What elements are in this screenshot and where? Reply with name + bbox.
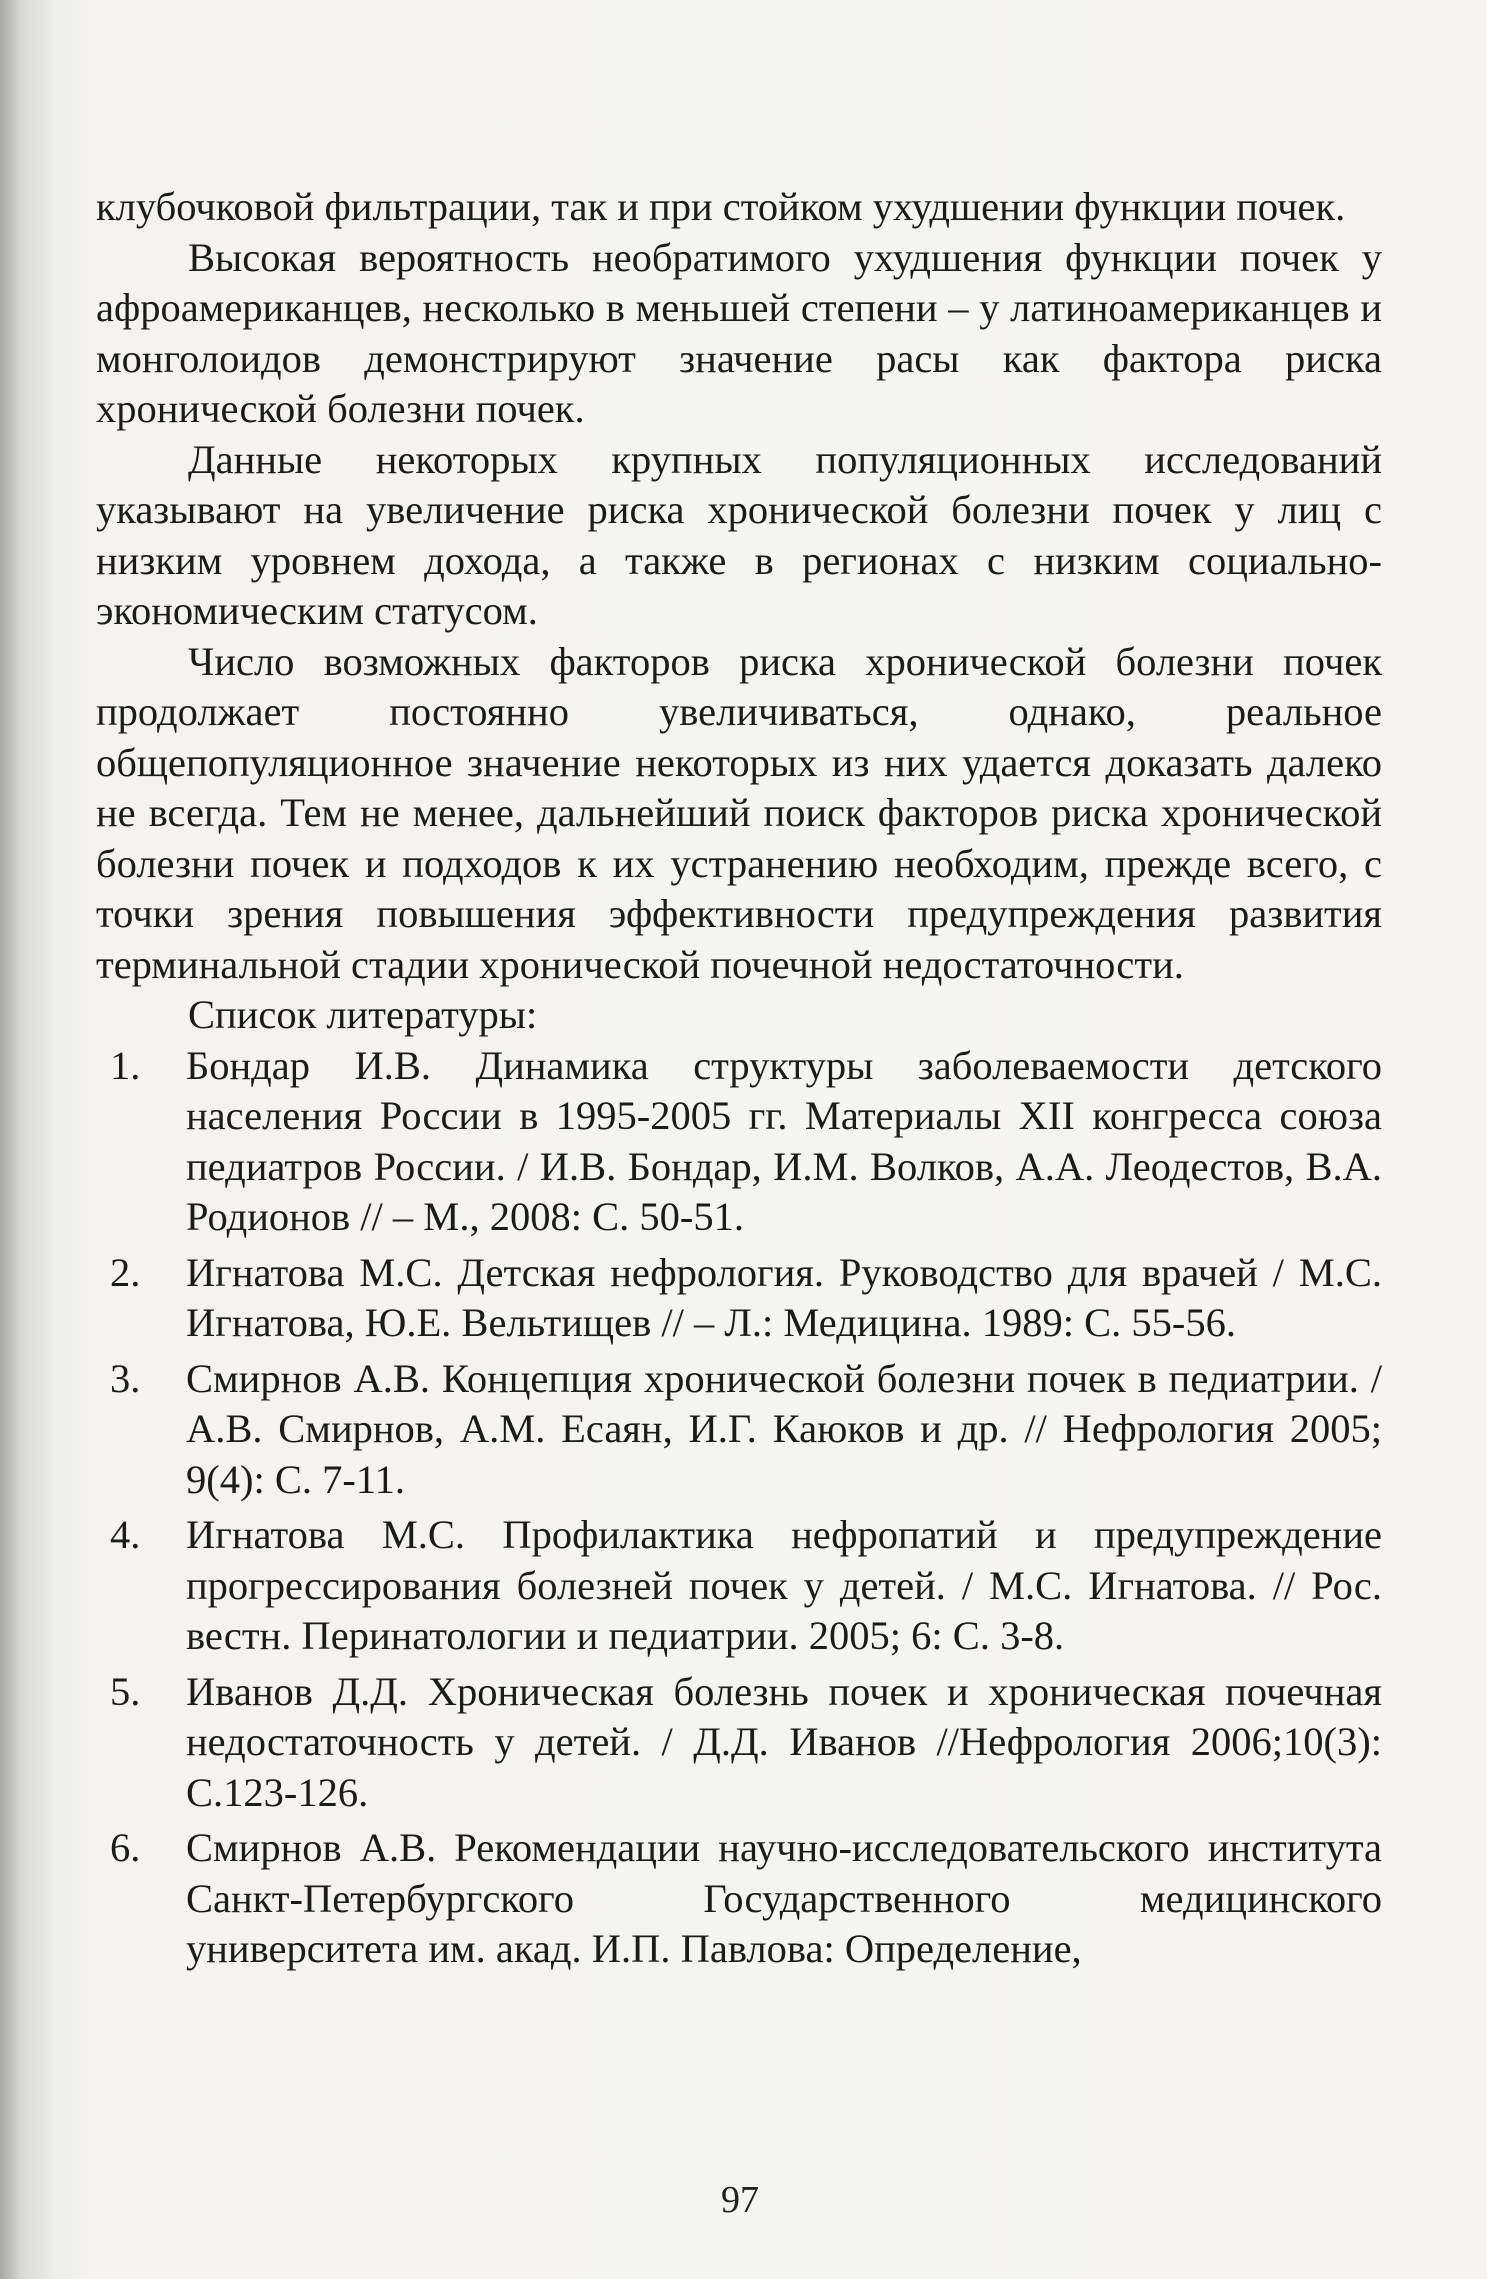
paragraph-continued: клубочковой фильтрации, так и при стойком ухудшении функции почек. [96, 184, 1346, 229]
page-number: 97 [721, 2179, 759, 2221]
reference-number: 1. [110, 1042, 141, 1088]
reference-text: Бондар И.В. Динамика структуры заболеваемости детского населения России в 1995-2005 гг. Материалы XII конгресса союза педиатров России. / И.В. Бондар, И.М. Волков, А.А. Леодестов, В.А. Родионов // – М., 2008: С. 50-51. [186, 1042, 1382, 1239]
paragraph-race-risk: Высокая вероятность необратимого ухудшения функции почек у афроамериканцев, несколько в меньшей степени – у латиноамериканцев и монголоидов демонстрируют значение расы как фактора риска хронической болезни почек. [96, 234, 1382, 431]
reference-text: Смирнов А.В. Концепция хронической болезни почек в педиатрии. / А.В. Смирнов, А.М. Есаян, И.Г. Каюков и др. // Нефрология 2005; 9(4): С. 7-11. [186, 1355, 1382, 1502]
reference-item [96, 1041, 1382, 1243]
reference-number: 6. [110, 1825, 141, 1870]
reference-number: 4. [110, 1512, 141, 1557]
reference-item [96, 1510, 1382, 1662]
paragraph-income-risk: Данные некоторых крупных популяционных исследований указывают на увеличение риска хронической болезни почек у лиц с низким уровнем дохода, а также в регионах с низким социально-экономическим статусом. [96, 436, 1382, 633]
reference-item [96, 1667, 1382, 1819]
paragraph-risk-factors: Число возможных факторов риска хронической болезни почек продолжает постоянно увеличиваться, однако, реальное общепопуляционное значение некоторых из них удается доказать далеко не всегда. Тем не менее, дальнейший поиск факторов риска хронической болезни почек и подходов к их устранению необходим, прежде всего, с точки зрения повышения эффективности предупреждения развития терминальной стадии хронической почечной недостаточности. [96, 638, 1382, 987]
reference-text: Игнатова М.С. Детская нефрология. Руководство для врачей / М.С. Игнатова, Ю.Е. Вельтищев // – Л.: Медицина. 1989: С. 55-56. [186, 1249, 1382, 1345]
reference-item [96, 1354, 1382, 1506]
reference-number: 5. [110, 1668, 141, 1714]
reference-item [96, 1248, 1382, 1349]
references-list [96, 1041, 1382, 1975]
reference-text: Смирнов А.В. Рекомендации научно-исследовательского института Санкт-Петербургского Государственного медицинского университета им. акад. И.П. Павлова: Определение, [186, 1825, 1382, 1971]
references-title: Список литературы: [188, 992, 538, 1037]
reference-text: Иванов Д.Д. Хроническая болезнь почек и хроническая почечная недостаточность у детей. / Д.Д. Иванов //Нефрология 2006;10(3): С.123-126. [186, 1668, 1382, 1815]
reference-number: 3. [110, 1355, 141, 1401]
reference-text: Игнатова М.С. Профилактика нефропатий и предупреждение прогрессирования болезней почек у детей. / М.С. Игнатова. // Рос. вестн. Перинатологии и педиатрии. 2005; 6: С. 3-8. [186, 1512, 1382, 1658]
reference-item [96, 1823, 1382, 1975]
reference-number: 2. [110, 1249, 141, 1295]
page-text [96, 182, 1382, 1980]
